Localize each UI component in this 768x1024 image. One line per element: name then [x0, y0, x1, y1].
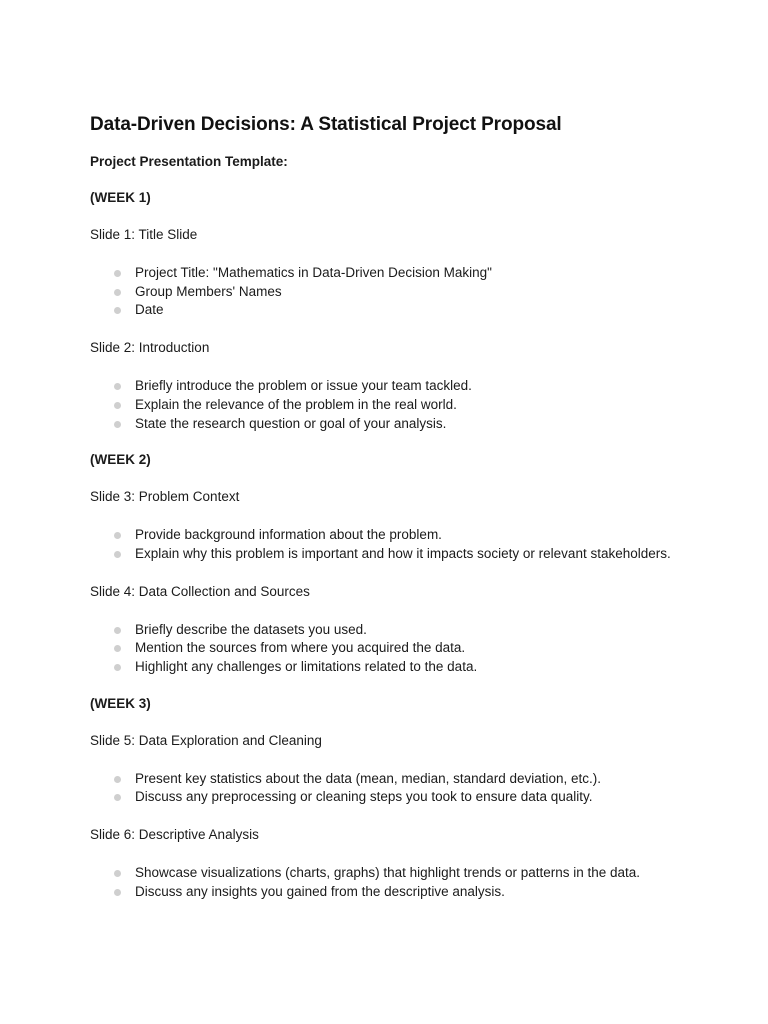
bullet-text: Group Members' Names — [135, 283, 282, 299]
bullet-item — [114, 264, 768, 283]
bullet-item — [114, 658, 768, 677]
bullet-list — [90, 770, 768, 807]
bullet-text: Date — [135, 302, 164, 318]
document-title: Data-Driven Decisions: A Statistical Project Proposal — [90, 114, 562, 135]
bullet-item — [114, 883, 768, 902]
bullet-text: Project Title: "Mathematics in Data-Driven Decision Making" — [135, 265, 492, 280]
bullet-text: Briefly introduce the problem or issue your team tackled. — [135, 378, 472, 394]
bullet-text: Provide background information about the problem. — [135, 527, 442, 543]
slide-heading: Slide 5: Data Exploration and Cleaning — [90, 732, 322, 748]
slide-heading: Slide 1: Title Slide — [90, 227, 198, 242]
bullet-dot-icon — [114, 551, 121, 558]
bullet-dot-icon — [114, 870, 121, 877]
bullet-list — [90, 864, 768, 901]
bullet-text: Highlight any challenges or limitations related to the data. — [135, 659, 478, 675]
bullet-dot-icon — [114, 645, 121, 652]
bullet-item — [114, 301, 768, 320]
week-section — [90, 189, 768, 433]
bullet-item — [114, 545, 768, 564]
bullet-dot-icon — [114, 664, 121, 671]
bullet-dot-icon — [114, 627, 121, 634]
bullet-text: Discuss any preprocessing or cleaning steps you took to ensure data quality. — [135, 789, 593, 805]
bullet-item — [114, 770, 768, 789]
bullet-item — [114, 377, 768, 396]
bullet-text: Present key statistics about the data (mean, median, standard deviation, etc.). — [135, 770, 602, 786]
bullet-item — [114, 621, 768, 640]
sections-container — [90, 189, 768, 902]
bullet-dot-icon — [114, 307, 121, 314]
bullet-item — [114, 526, 768, 545]
bullet-dot-icon — [114, 421, 121, 428]
bullet-list — [90, 377, 768, 433]
slide-heading: Slide 2: Introduction — [90, 340, 210, 356]
bullet-text: Explain why this problem is important and how it impacts society or relevant stakeholders. — [135, 545, 671, 561]
bullet-list — [90, 264, 768, 320]
week-section — [90, 451, 768, 677]
slide-heading: Slide 4: Data Collection and Sources — [90, 583, 310, 599]
bullet-item — [114, 864, 768, 883]
bullet-dot-icon — [114, 532, 121, 539]
bullet-text: Explain the relevance of the problem in the real world. — [135, 396, 457, 412]
bullet-text: Briefly describe the datasets you used. — [135, 621, 367, 637]
slide-heading: Slide 3: Problem Context — [90, 489, 240, 505]
week-section — [90, 695, 768, 902]
bullet-dot-icon — [114, 383, 121, 390]
bullet-item — [114, 639, 768, 658]
week-heading: (WEEK 3) — [90, 695, 151, 711]
bullet-text: Showcase visualizations (charts, graphs) that highlight trends or patterns in the data. — [135, 865, 641, 881]
bullet-list — [90, 621, 768, 677]
slide-heading: Slide 6: Descriptive Analysis — [90, 827, 259, 843]
bullet-item — [114, 415, 768, 434]
bullet-list — [90, 526, 768, 563]
bullet-item — [114, 396, 768, 415]
bullet-dot-icon — [114, 289, 121, 296]
bullet-dot-icon — [114, 402, 121, 409]
bullet-text: State the research question or goal of your analysis. — [135, 415, 447, 431]
bullet-item — [114, 788, 768, 807]
bullet-item — [114, 283, 768, 302]
bullet-dot-icon — [114, 270, 121, 277]
bullet-dot-icon — [114, 794, 121, 801]
week-heading: (WEEK 2) — [90, 452, 151, 468]
bullet-dot-icon — [114, 776, 121, 783]
week-heading: (WEEK 1) — [90, 190, 151, 205]
template-subtitle: Project Presentation Template: — [90, 154, 288, 169]
bullet-dot-icon — [114, 889, 121, 896]
bullet-text: Mention the sources from where you acquired the data. — [135, 640, 466, 656]
bullet-text: Discuss any insights you gained from the descriptive analysis. — [135, 883, 505, 899]
